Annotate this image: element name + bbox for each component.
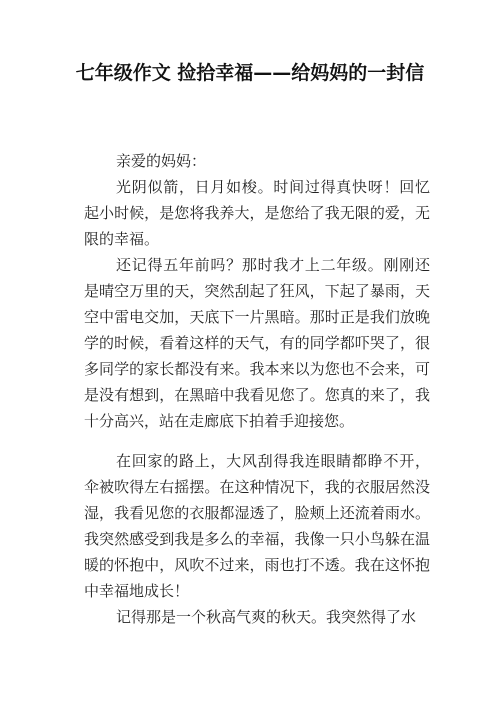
letter-salutation: 亲爱的妈妈： bbox=[116, 152, 207, 170]
paragraph-2: 还记得五年前吗？那时我才上二年级。刚刚还是晴空万里的天，突然刮起了狂风，下起了暴雨，天空中雷电交加，天底下一片黑暗。那时正是我们放晚学的时候，看着这样的天气，有的同学都吓哭了，很多同学的家长都没有来。我本来以为您也不会来，可是没有想到，在黑暗中我看见您了。您真的来了，我十分高兴，站在走廊底下拍着手迎接您。 bbox=[84, 256, 430, 430]
letter-body bbox=[84, 148, 430, 630]
paragraph-gap bbox=[84, 434, 430, 448]
paragraph-4: 记得那是一个秋高气爽的秋天。我突然得了水 bbox=[116, 608, 417, 626]
document-title: 七年级作文 捡拾幸福——给妈妈的一封信 bbox=[75, 62, 425, 84]
paragraph-3: 在回家的路上，大风刮得我连眼睛都睁不开，伞被吹得左右摇摆。在这种情况下，我的衣服居然没湿，我看见您的衣服都湿透了，脸颊上还流着雨水。我突然感受到我是多么的幸福，我像一只小鸟躲在温暖的怀抱中，风吹不过来，雨也打不透。我在这怀抱中幸福地成长！ bbox=[84, 452, 430, 600]
paragraph-1: 光阴似箭，日月如梭。时间过得真快呀！回忆起小时候，是您将我养大，是您给了我无限的爱，无限的幸福。 bbox=[84, 178, 430, 248]
